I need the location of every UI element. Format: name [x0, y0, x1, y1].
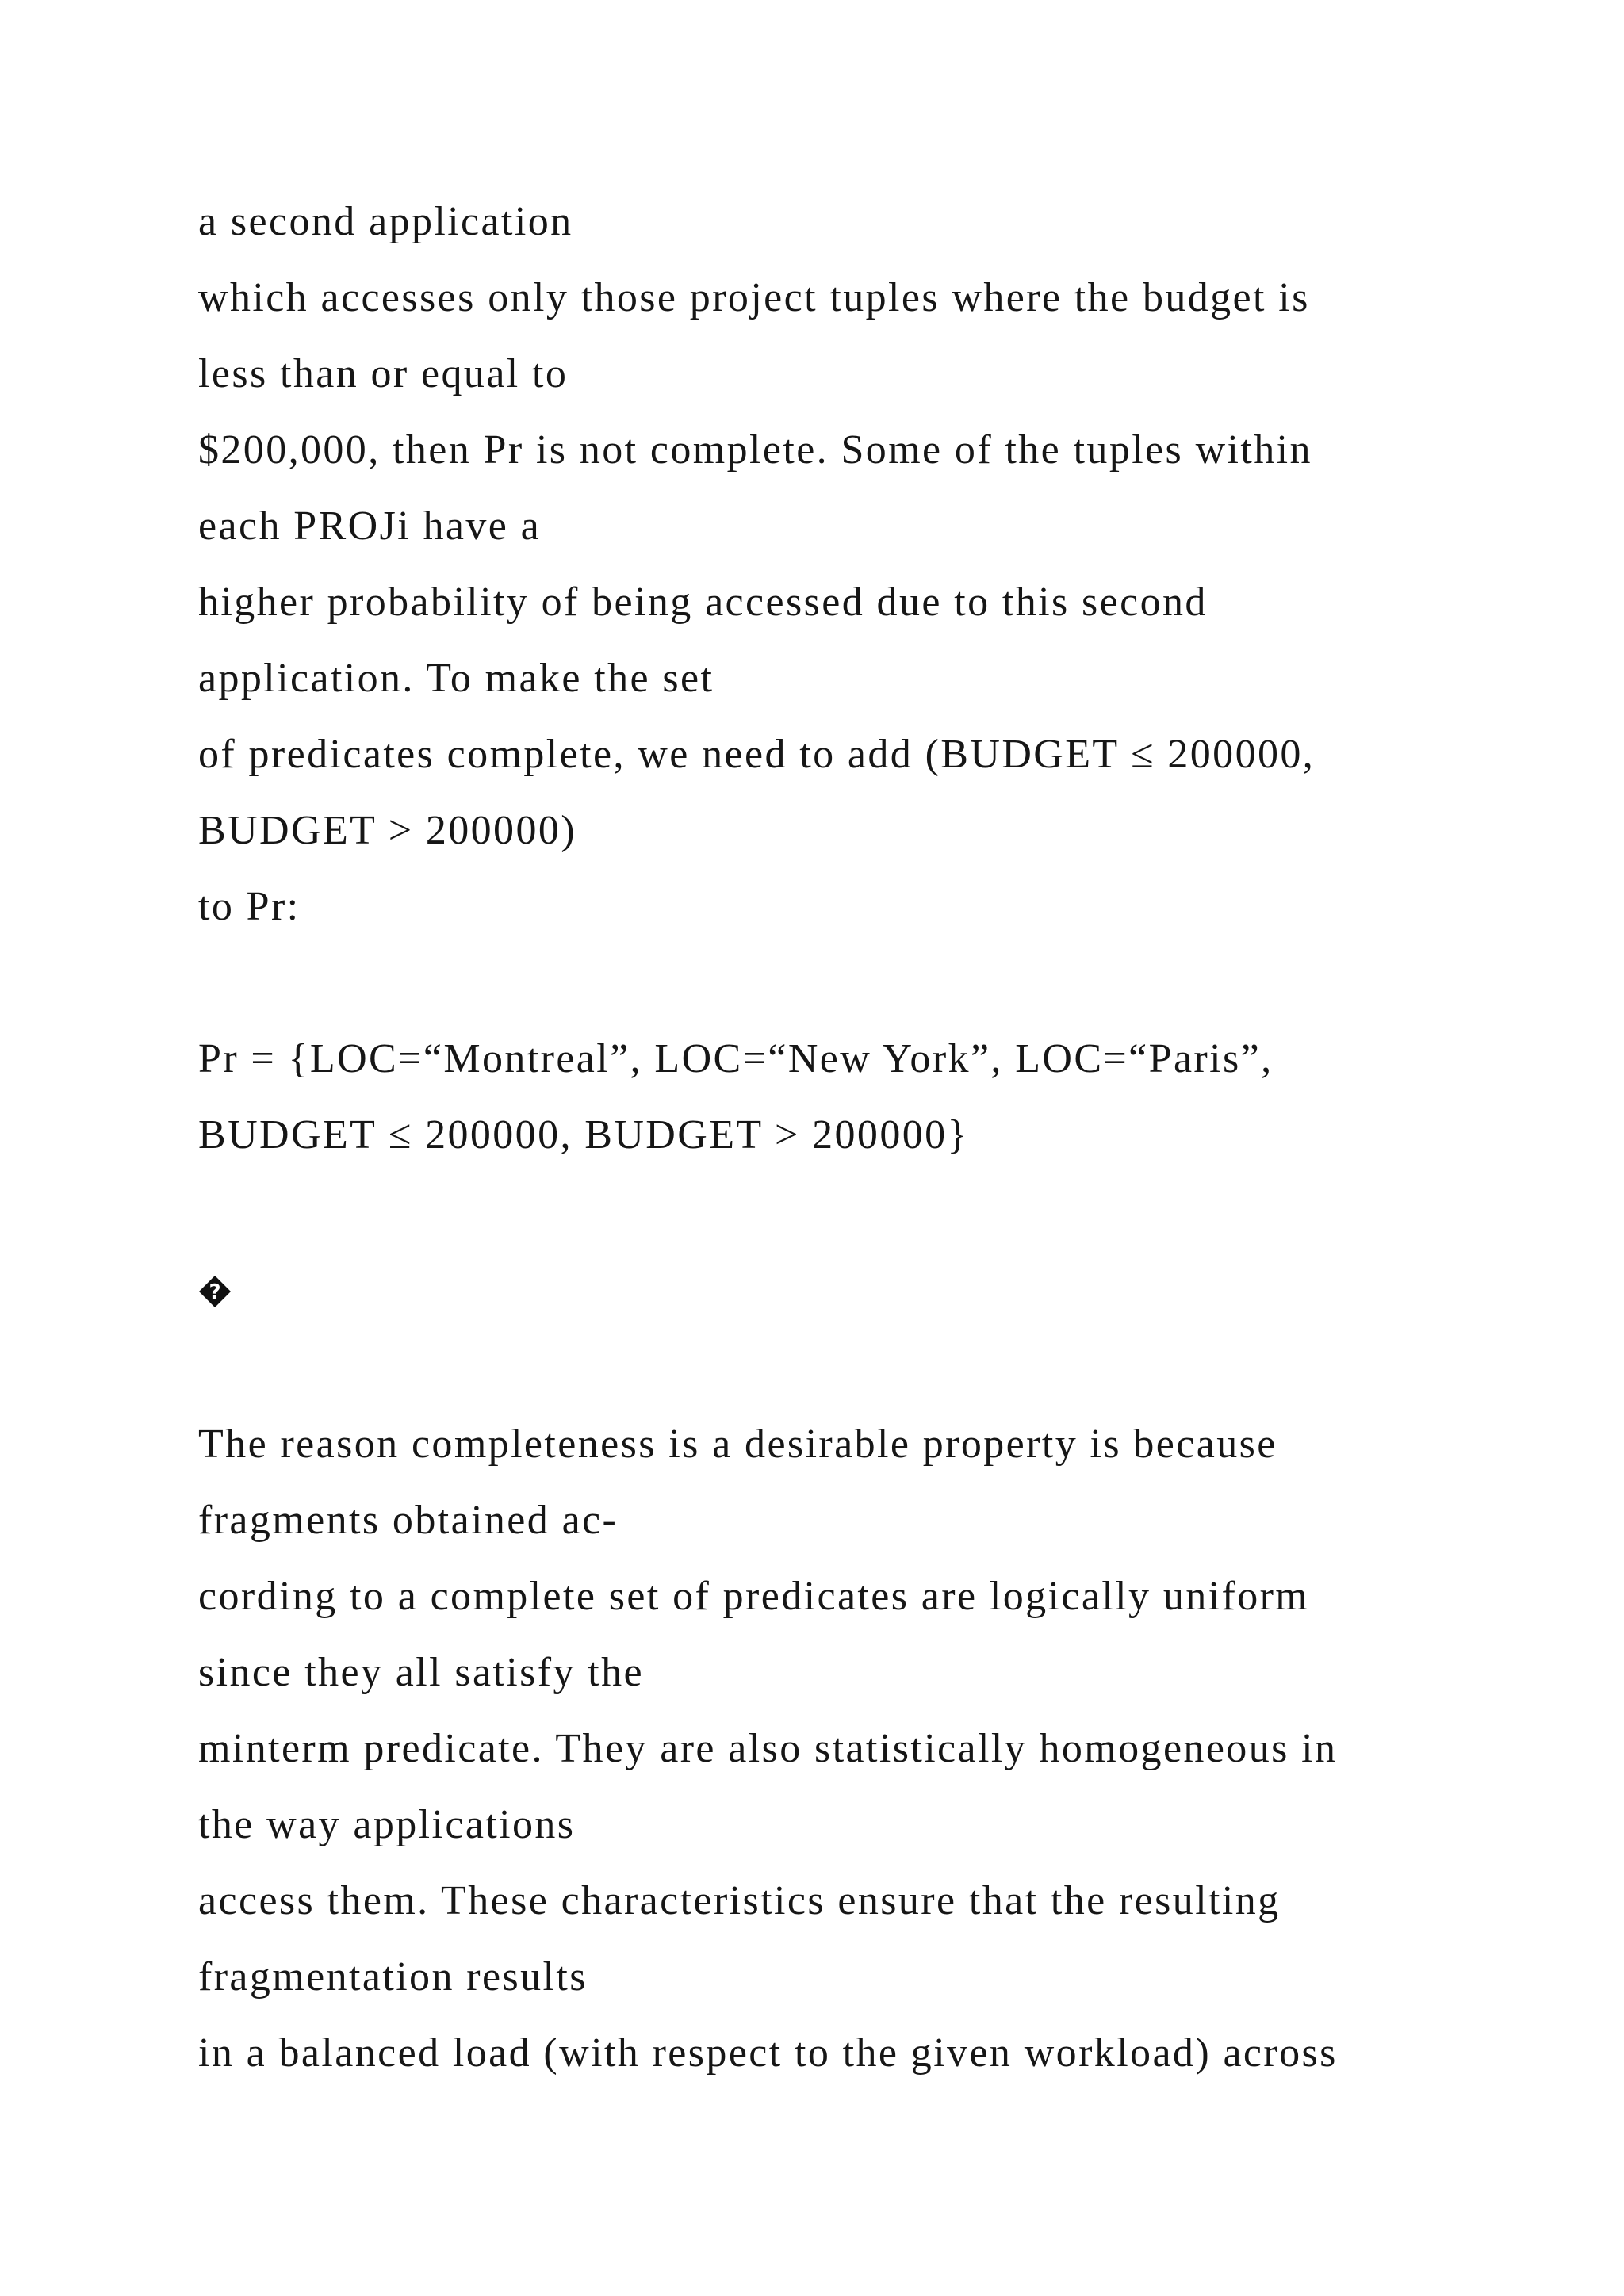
text-line: $200,000, then Pr is not complete. Some of the tuples within: [198, 427, 1312, 473]
text-line: access them. These characteristics ensure that the resulting: [198, 1878, 1281, 1923]
text-line: which accesses only those project tuples where the budget is: [198, 275, 1310, 320]
text-line: higher probability of being accessed due to this second: [198, 580, 1208, 625]
text-line: a second application: [198, 199, 573, 244]
text-line: minterm predicate. They are also statistically homogeneous in: [198, 1726, 1338, 1771]
text-line: the way applications: [198, 1802, 576, 1847]
formula-line: BUDGET ≤ 200000, BUDGET > 200000}: [198, 1112, 969, 1158]
text-line: in a balanced load (with respect to the given workload) across: [198, 2030, 1338, 2076]
text-line: of predicates complete, we need to add (BUDGET ≤ 200000,: [198, 732, 1316, 777]
formula-line: Pr = {LOC=“Montreal”, LOC=“New York”, LOC=“Paris”,: [198, 1036, 1274, 1081]
text-line: fragmentation results: [198, 1954, 588, 1999]
text-line: each PROJi have a: [198, 503, 542, 549]
text-line: cording to a complete set of predicates are logically uniform: [198, 1574, 1310, 1619]
text-line: less than or equal to: [198, 351, 569, 396]
text-line: fragments obtained ac-: [198, 1498, 619, 1543]
text-line: BUDGET > 200000): [198, 808, 576, 853]
text-line: to Pr:: [198, 884, 301, 929]
text-line: The reason completeness is a desirable property is because: [198, 1422, 1277, 1467]
text-line: application. To make the set: [198, 656, 714, 701]
svg-text:?: ?: [209, 1280, 221, 1304]
text-line: since they all satisfy the: [198, 1650, 645, 1695]
replacement-character-icon: [198, 1275, 232, 1308]
